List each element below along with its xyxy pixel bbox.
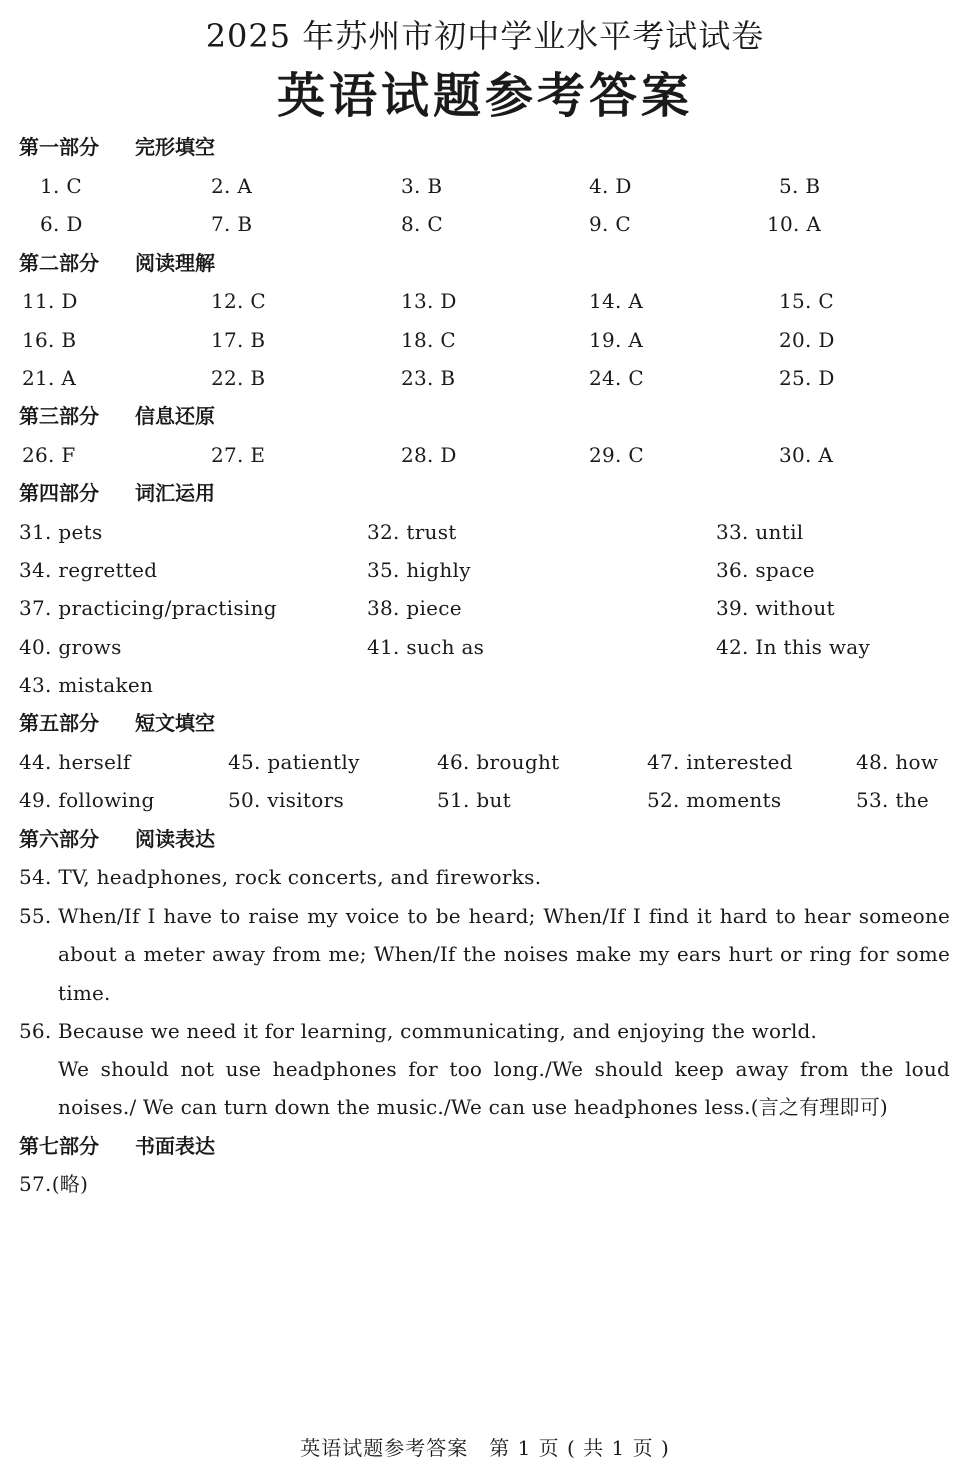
answer-item: 52. moments (647, 788, 782, 812)
answer-q55-number: 55. (19, 904, 52, 928)
answer-item: 9. C (589, 212, 631, 236)
answer-item: 33. until (716, 520, 804, 544)
answer-item: 34. regretted (19, 558, 158, 582)
section-heading-part5 (19, 704, 215, 742)
answer-item: 26. F (22, 443, 76, 467)
answer-item: 40. grows (19, 635, 122, 659)
section-heading-part3 (19, 397, 215, 435)
section-number: 第五部分 (19, 711, 99, 735)
exam-subtitle: 2025 年苏州市初中学业水平考试试卷 (205, 17, 765, 55)
answer-item: 10. A (767, 212, 822, 236)
section-name: 短文填空 (135, 711, 215, 735)
section-heading-part4 (19, 474, 215, 512)
answer-item: 44. herself (19, 750, 131, 774)
section-number: 第四部分 (19, 481, 99, 505)
section-heading-part1 (19, 128, 215, 166)
answer-item: 31. pets (19, 520, 103, 544)
answer-item: 32. trust (367, 520, 457, 544)
answer-item: 53. the (856, 788, 930, 812)
answer-row (0, 781, 970, 819)
page-footer: 英语试题参考答案 第 1 页 ( 共 1 页 ) (300, 1436, 670, 1460)
answer-row (0, 628, 970, 666)
section-heading-part2 (19, 244, 215, 282)
section-number: 第六部分 (19, 827, 99, 851)
answer-q56-text-2: We should not use headphones for too long./We should keep away from the loud noises./ We can turn down the music./We can use headphones less.(言之有理即可) (58, 1057, 950, 1120)
answer-row (0, 589, 970, 627)
answer-item: 3. B (401, 174, 443, 198)
answer-item: 42. In this way (716, 635, 871, 659)
answer-q54: 54. TV, headphones, rock concerts, and fireworks. (19, 865, 542, 889)
answer-item: 7. B (211, 212, 253, 236)
answer-item: 19. A (589, 328, 644, 352)
page-title: 英语试题参考答案 (276, 68, 693, 124)
answer-row (0, 1165, 970, 1203)
answer-item: 50. visitors (228, 788, 345, 812)
section-name: 书面表达 (135, 1134, 215, 1158)
answer-item: 46. brought (437, 750, 560, 774)
answer-item: 51. but (437, 788, 511, 812)
answer-item: 15. C (779, 289, 834, 313)
answer-item: 14. A (589, 289, 644, 313)
answer-item: 36. space (716, 558, 815, 582)
answer-item: 45. patiently (228, 750, 360, 774)
answer-row (0, 666, 970, 704)
section-number: 第一部分 (19, 135, 99, 159)
answer-item: 41. such as (367, 635, 485, 659)
answer-item: 49. following (19, 788, 155, 812)
answer-item: 29. C (589, 443, 644, 467)
answer-item: 18. C (401, 328, 456, 352)
answer-row (0, 282, 970, 320)
answer-item: 13. D (401, 289, 457, 313)
section-number: 第二部分 (19, 251, 99, 275)
answer-q56-number: 56. (19, 1019, 52, 1043)
answer-item: 11. D (22, 289, 78, 313)
answer-q57: 57.(略) (19, 1172, 89, 1196)
answer-item: 22. B (211, 366, 266, 390)
section-name: 阅读表达 (135, 827, 215, 851)
answer-item: 39. without (716, 596, 835, 620)
answer-item: 4. D (589, 174, 632, 198)
answer-item: 24. C (589, 366, 644, 390)
answer-q56-text: Because we need it for learning, communicating, and enjoying the world. (58, 1019, 818, 1043)
answer-item: 5. B (779, 174, 821, 198)
answer-item: 23. B (401, 366, 456, 390)
answer-row (0, 205, 970, 243)
answer-item: 2. A (211, 174, 253, 198)
answer-row (0, 167, 970, 205)
answer-item: 38. piece (367, 596, 462, 620)
section-name: 信息还原 (135, 404, 215, 428)
answer-item: 21. A (22, 366, 77, 390)
section-heading-part7 (19, 1127, 215, 1165)
answer-item: 48. how (856, 750, 939, 774)
answer-item: 8. C (401, 212, 443, 236)
section-number: 第三部分 (19, 404, 99, 428)
answer-q55-text: When/If I have to raise my voice to be heard; When/If I find it hard to hear someone about a meter away from me; When/If the noises make my ears hurt or ring for some time. (58, 904, 950, 1005)
answer-row (0, 551, 970, 589)
answer-item: 20. D (779, 328, 835, 352)
answer-item: 35. highly (367, 558, 471, 582)
answer-item: 27. E (211, 443, 266, 467)
answer-item: 37. practicing/practising (19, 596, 277, 620)
answer-item: 28. D (401, 443, 457, 467)
answer-row (0, 436, 970, 474)
section-heading-part6 (19, 820, 215, 858)
answer-item: 30. A (779, 443, 834, 467)
answer-item: 17. B (211, 328, 266, 352)
section-number: 第七部分 (19, 1134, 99, 1158)
answer-item: 1. C (40, 174, 82, 198)
answer-row (0, 513, 970, 551)
answer-item: 6. D (40, 212, 83, 236)
section-name: 完形填空 (135, 135, 215, 159)
answer-item: 16. B (22, 328, 77, 352)
answer-item: 12. C (211, 289, 266, 313)
answer-row (0, 359, 970, 397)
answer-row (0, 321, 970, 359)
answer-row (0, 743, 970, 781)
section-name: 阅读理解 (135, 251, 215, 275)
answer-item: 43. mistaken (19, 673, 154, 697)
section-name: 词汇运用 (135, 481, 215, 505)
answer-row (0, 858, 970, 896)
answer-item: 25. D (779, 366, 835, 390)
answer-item: 47. interested (647, 750, 793, 774)
